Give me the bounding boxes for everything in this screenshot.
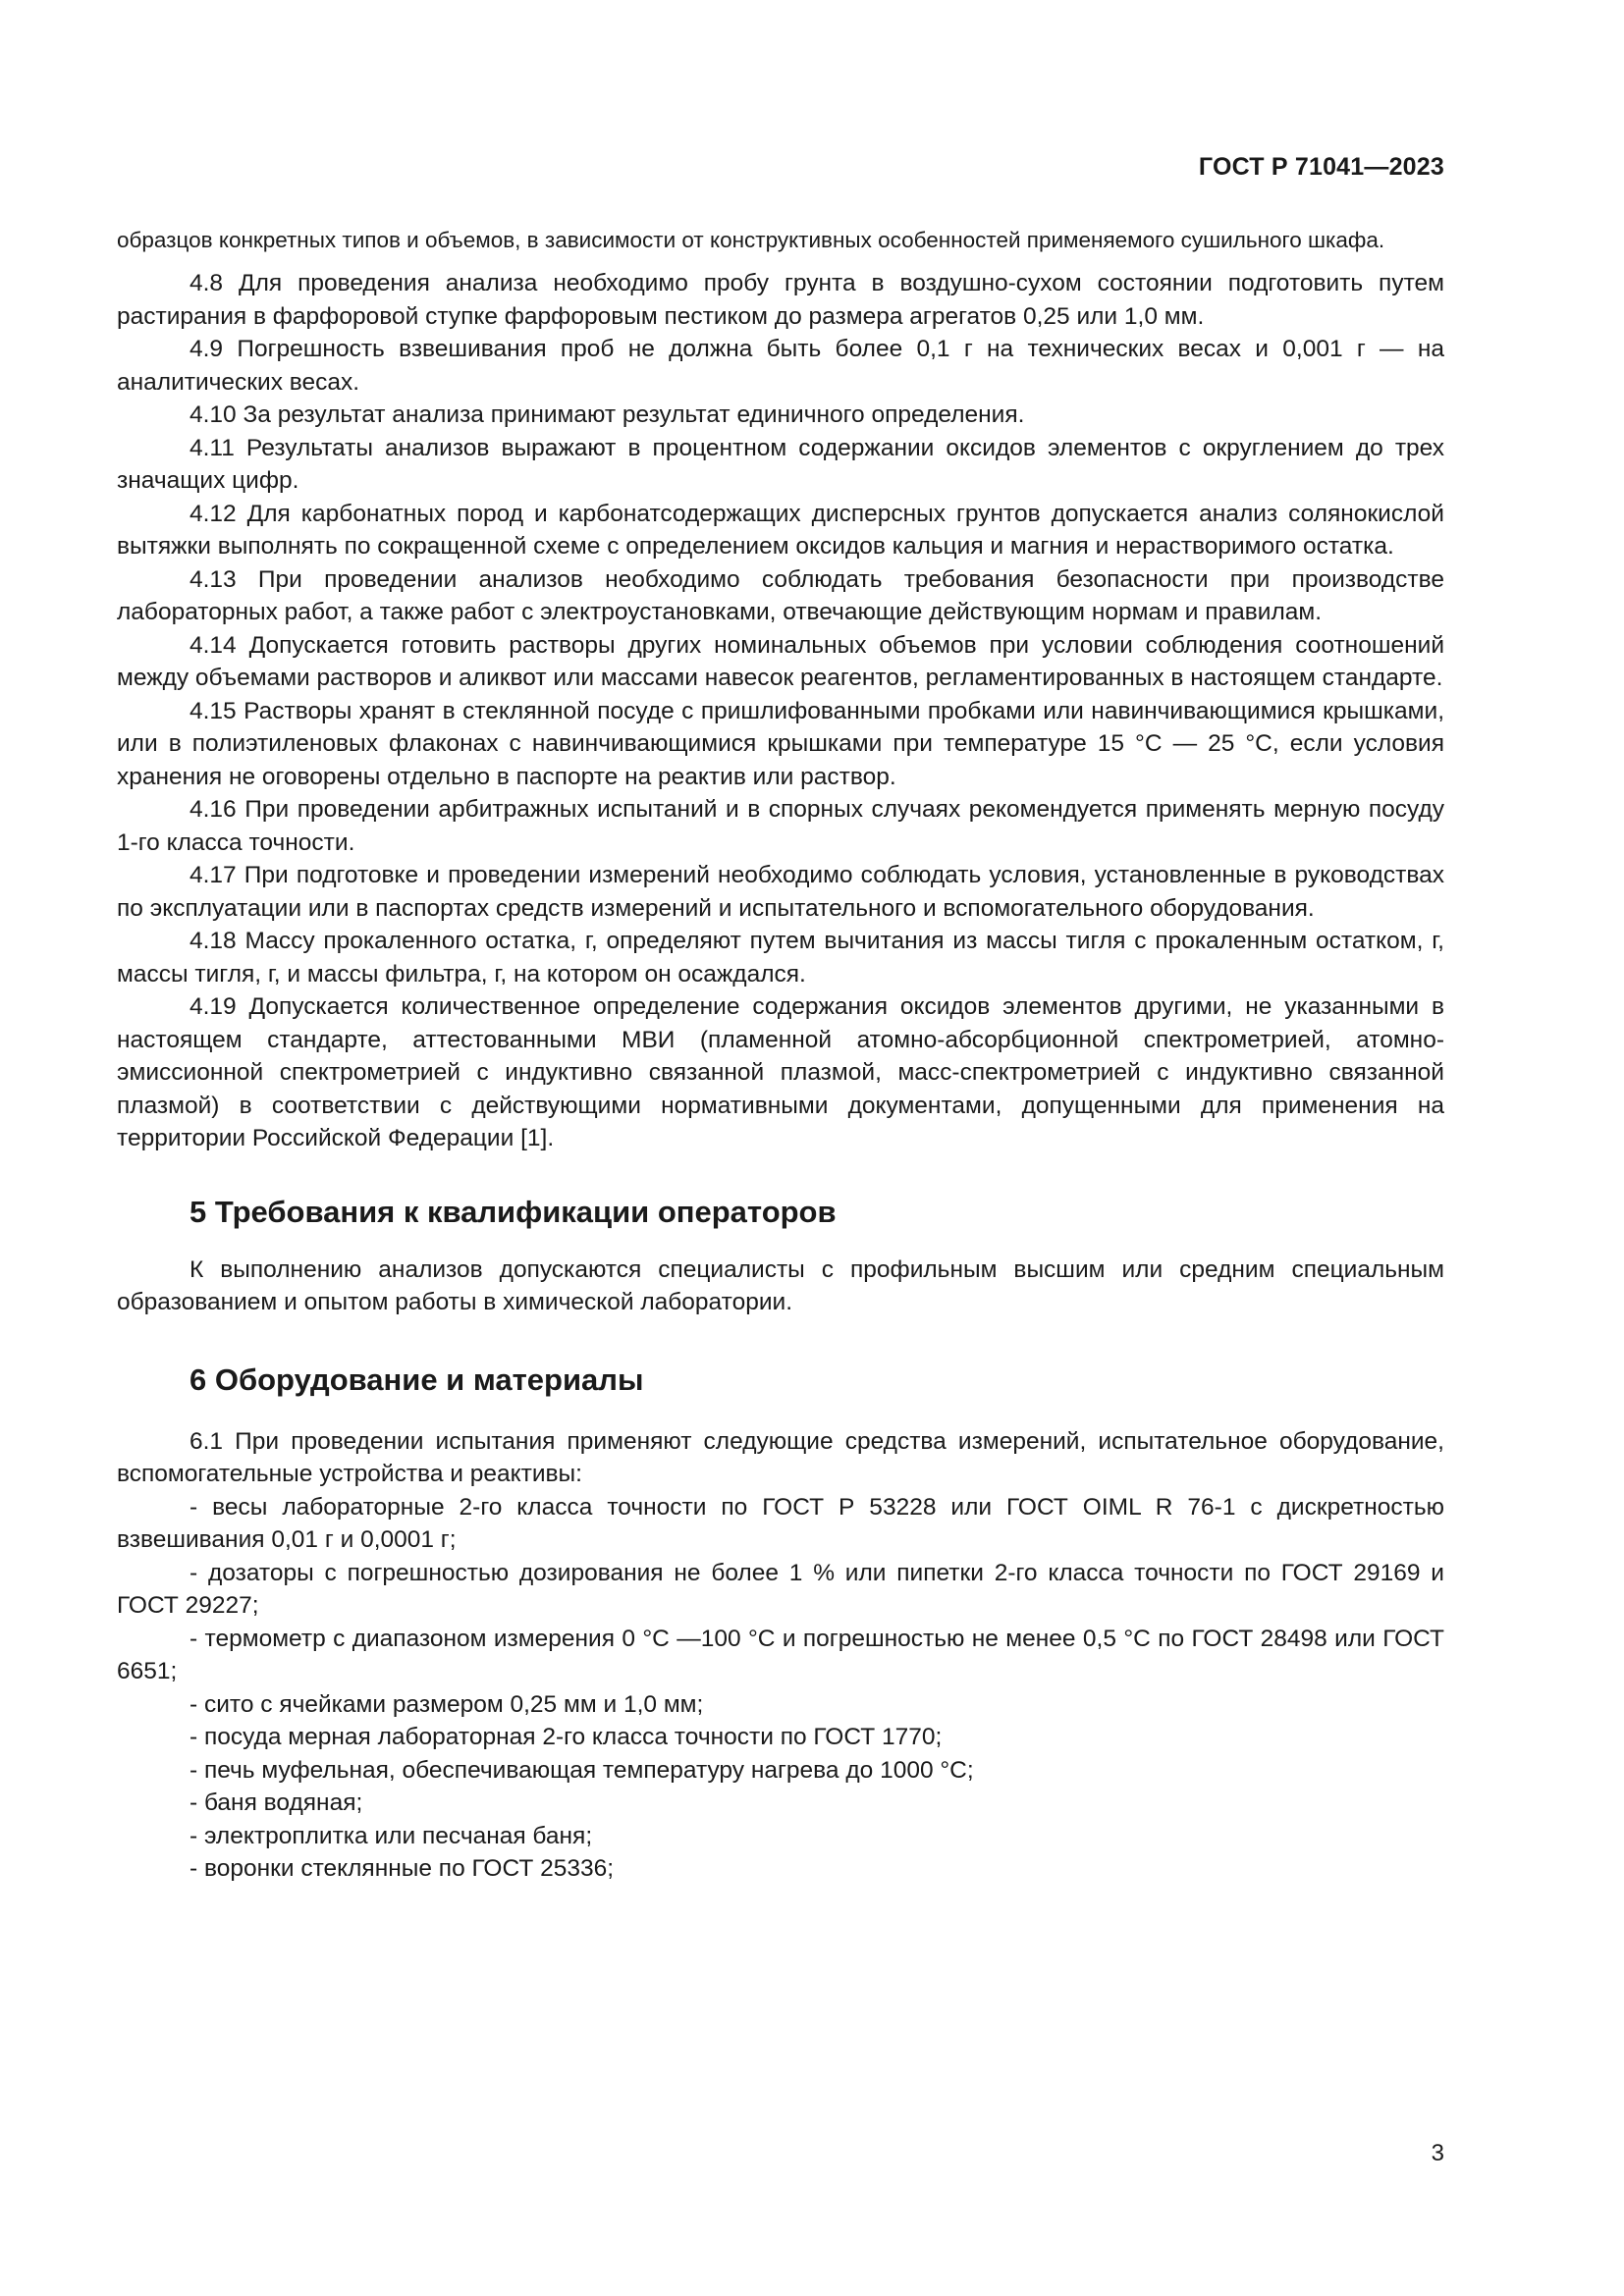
paragraph-4-11: 4.11 Результаты анализов выражают в процентном содержании оксидов элементов с округлением до трех значащих цифр.: [117, 434, 1444, 494]
paragraph-4-12: 4.12 Для карбонатных пород и карбонатсодержащих дисперсных грунтов допускается анализ солянокислой вытяжки выполнять по сокращенной схеме с определением оксидов кальция и магния и нерастворимого остатка.: [117, 500, 1444, 560]
paragraph-4-14: 4.14 Допускается готовить растворы других номинальных объемов при условии соблюдения соотношений между объемами растворов и аликвот или массами навесок реагентов, регламентированных в настоящем стандарте.: [117, 631, 1444, 691]
paragraph-6-1: 6.1 При проведении испытания применяют следующие средства измерений, испытательное оборудование, вспомогательные устройства и реактивы:: [117, 1427, 1444, 1487]
paragraph-4-19: 4.19 Допускается количественное определение содержания оксидов элементов другими, не указанными в настоящем стандарте, аттестованными МВИ (пламенной атомно-абсорбционной спектрометрией, атомно-эмиссионной спектрометрией с индуктивно связанной плазмой, масс-спектрометрией с индуктивно связанной плазмой) в соответствии с действующими нормативными документами, допущенными для применения на территории Российской Федерации [1].: [117, 993, 1444, 1151]
page-number: 3: [1431, 2140, 1444, 2166]
paragraph-4-8: 4.8 Для проведения анализа необходимо пробу грунта в воздушно-сухом состоянии подготовить путем растирания в фарфоровой ступке фарфоровым пестиком до размера агрегатов 0,25 или 1,0 мм.: [117, 270, 1444, 330]
list-item: - дозаторы с погрешностью дозирования не более 1 % или пипетки 2-го класса точности по ГОСТ 29169 и ГОСТ 29227;: [117, 1559, 1444, 1619]
list-item: - электроплитка или песчаная баня;: [189, 1822, 593, 1849]
paragraph-4-18: 4.18 Массу прокаленного остатка, г, определяют путем вычитания из массы тигля с прокаленным остатком, г, массы тигля, г, и массы фильтра, г, на котором он осаждался.: [117, 928, 1444, 988]
list-item: - сито с ячейками размером 0,25 мм и 1,0 мм;: [189, 1690, 704, 1718]
paragraph-4-10: 4.10 За результат анализа принимают результат единичного определения.: [189, 401, 1025, 428]
document-code: ГОСТ Р 71041—2023: [1198, 153, 1444, 181]
paragraph-continuation: образцов конкретных типов и объемов, в зависимости от конструктивных особенностей применяемого сушильного шкафа.: [117, 228, 1385, 252]
list-item: - баня водяная;: [189, 1789, 363, 1816]
section-5-text: К выполнению анализов допускаются специалисты с профильным высшим или средним специальным образованием и опытом работы в химической лаборатории.: [117, 1255, 1444, 1315]
list-item: - воронки стеклянные по ГОСТ 25336;: [189, 1855, 615, 1882]
page-content: [117, 224, 1444, 1886]
section-6-heading: 6 Оборудование и материалы: [189, 1362, 644, 1397]
list-item: - посуда мерная лабораторная 2-го класса точности по ГОСТ 1770;: [189, 1724, 943, 1750]
paragraph-4-17: 4.17 При подготовке и проведении измерений необходимо соблюдать условия, установленные в руководствах по эксплуатации или в паспортах средств измерений и испытательного и вспомогательного оборудования.: [117, 862, 1444, 922]
paragraph-4-9: 4.9 Погрешность взвешивания проб не должна быть более 0,1 г на технических весах и 0,001 г — на аналитических весах.: [117, 336, 1444, 396]
list-item: - термометр с диапазоном измерения 0 °С —100 °С и погрешностью не менее 0,5 °С по ГОСТ 28498 или ГОСТ 6651;: [117, 1625, 1444, 1684]
list-item: - весы лабораторные 2-го класса точности по ГОСТ Р 53228 или ГОСТ OIML R 76-1 с дискретностью взвешивания 0,01 г и 0,0001 г;: [117, 1493, 1444, 1553]
paragraph-4-13: 4.13 При проведении анализов необходимо соблюдать требования безопасности при производстве лабораторных работ, а также работ с электроустановками, отвечающие действующим нормам и правилам.: [117, 565, 1444, 625]
section-5-heading: 5 Требования к квалификации операторов: [189, 1194, 837, 1229]
equipment-list: [117, 1491, 1444, 1886]
paragraph-4-15: 4.15 Растворы хранят в стеклянной посуде с пришлифованными пробками или навинчивающимися крышками, или в полиэтиленовых флаконах с навинчивающимися крышками при температуре 15 °С — 25 °С, если условия хранения не оговорены отдельно в паспорте на реактив или раствор.: [117, 697, 1444, 790]
list-item: - печь муфельная, обеспечивающая температуру нагрева до 1000 °С;: [189, 1756, 974, 1784]
paragraph-4-16: 4.16 При проведении арбитражных испытаний и в спорных случаях рекомендуется применять мерную посуду 1-го класса точности.: [117, 796, 1444, 856]
